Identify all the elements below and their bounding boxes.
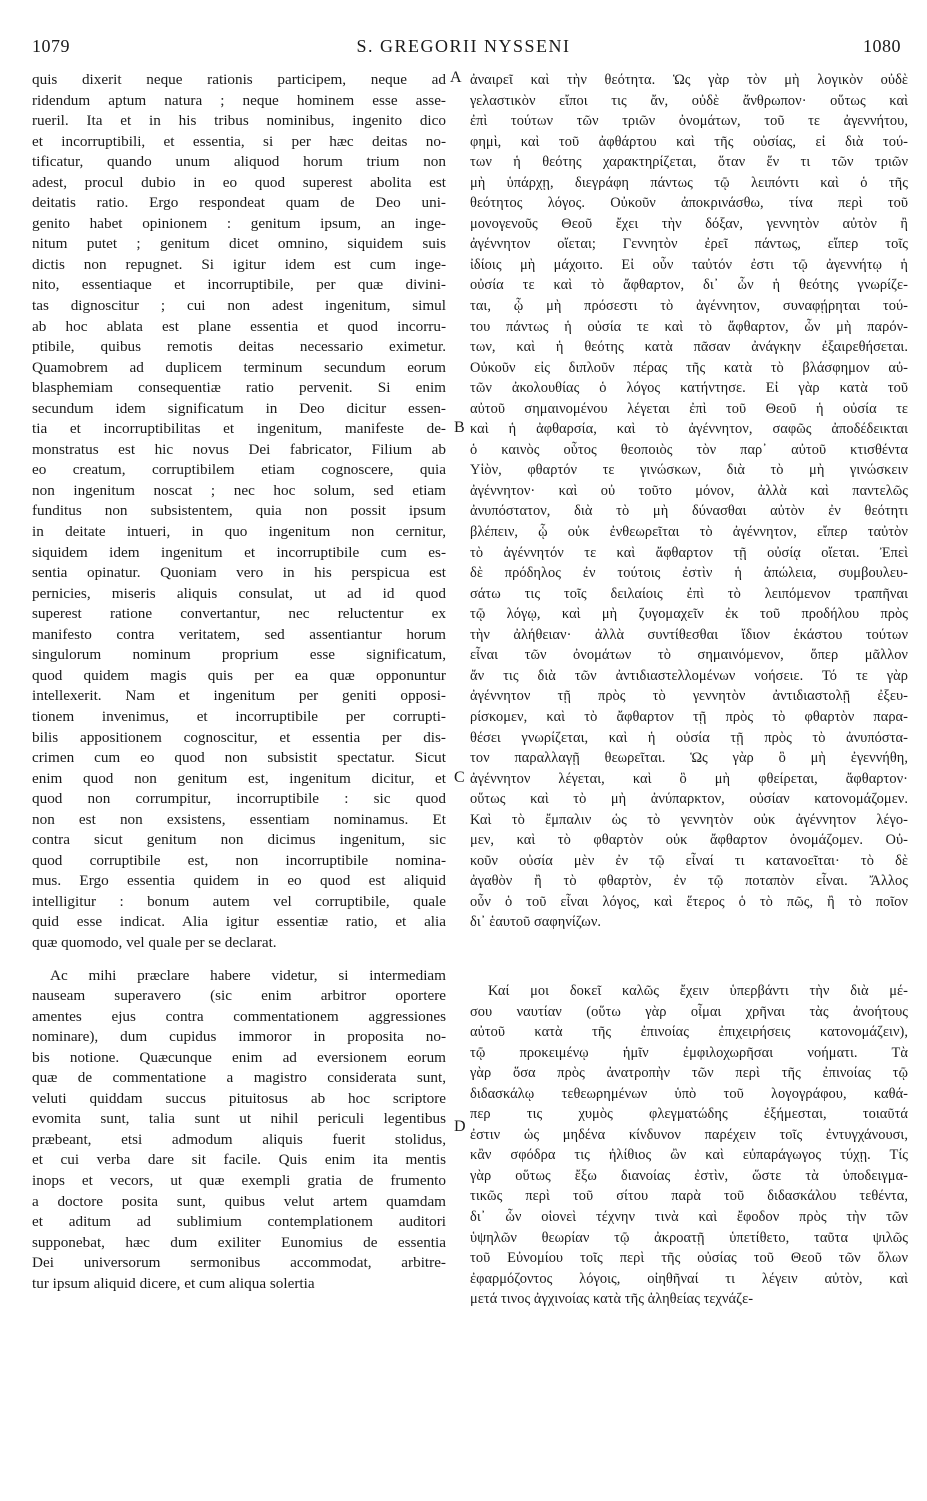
- latin-text-line: quod non corrumpitur, incorruptibile : sic quod: [32, 790, 446, 808]
- latin-text-line: ridendum aptum natura ; neque hominem esse asse-: [32, 91, 446, 109]
- latin-text-line: crimen cum eo quod non subsistit spectatur. Sicut: [32, 749, 446, 767]
- greek-text-line: οὕτως καὶ τὸ μὴ ἀνύπαρκτον, οὐσίαν κατονομάζομεν.: [470, 791, 908, 808]
- greek-text-line: ἄν τις διὰ τῶν ἀντιδιαστελλομένων νοήσειε. Τό τε γὰρ: [470, 667, 908, 684]
- greek-text-line: Καί μοι δοκεῖ καλῶς ἔχειν ὑπερβάντι τὴν διὰ μέ-: [488, 982, 908, 999]
- latin-text-line: quod corruptibile est, non incorruptibile nomina-: [32, 851, 446, 869]
- latin-paragraph-2: [32, 966, 446, 1295]
- latin-text-line: supponebat, hæc dum exiliter Eunomius de essentia: [32, 1233, 446, 1251]
- greek-text-line: μονογενοῦς Θεοῦ ἔχει τὴν δόξαν, γεννητὸν αὐτὸν ἢ: [470, 215, 908, 232]
- latin-text-line: tia et incorruptibilitas et ingenitum, manifeste de-: [32, 420, 446, 438]
- latin-text-line: tas dignoscitur ; cui non adest ingenitum, simul: [32, 297, 446, 315]
- latin-text-line: enim quod non genitum est, ingenitum dicitur, et: [32, 769, 446, 787]
- greek-text-line: βλέπειν, ᾧ οὐκ ἐνθεωρεῖται τὸ ἀγέννητον, εἴπερ ταὐτὸν: [470, 524, 908, 541]
- greek-text-line: οὐσία τε καὶ τὸ ἄφθαρτον, δι᾿ ὧν ἡ θεότης γνωρίζε-: [470, 277, 908, 294]
- greek-text-line: τὸ ἀγέννητόν τε καὶ ἄφθαρτον τῇ οὐσίᾳ οἴεται. Ἐπεὶ: [470, 544, 908, 561]
- latin-text-line: manifesto contra veritatem, sed assentiantur horum: [32, 625, 446, 643]
- greek-text-line: ται, ᾧ μὴ πρόσεστι τὸ ἀγέννητον, συναφῄρηται τού-: [470, 298, 908, 315]
- latin-text-line: intelligitur : bonum autem vel corruptibile, quale: [32, 892, 446, 910]
- greek-text-line: κοῦν οὐσία μὲν ἐν τῷ εἶναί τι κατανοεῖται· τὸ δὲ: [470, 852, 908, 869]
- greek-column: [470, 70, 908, 1310]
- greek-text-line: αὐτοῦ κατὰ τῆς ἐπινοίας ἐπιχειρήσεις κατονομάζειν),: [470, 1024, 908, 1041]
- greek-text-line: ἰδίοις μὴ μάχοιτο. Εἰ οὖν ταὐτόν ἐστι τῷ ἀγεννήτῳ ἡ: [470, 256, 908, 273]
- latin-text-line: quæ de commentatione a magistro considerata sunt,: [32, 1069, 446, 1087]
- latin-text-line: quæ quomodo, vel quale per se declarat.: [32, 933, 277, 951]
- latin-text-line: deitatis ratio. Ergo respondeat quam de Deo uni-: [32, 194, 446, 212]
- latin-text-line: tionem invenimus, et incorruptibile per corrupti-: [32, 707, 446, 725]
- latin-column: [32, 70, 446, 1294]
- latin-text-line: intellexerit. Nam et ingenitum per geniti opposi-: [32, 687, 446, 705]
- latin-text-line: monstratus est hic novus Dei fabricator, Filium ab: [32, 440, 446, 458]
- latin-text-line: nito, essentiaque et incorruptibile, per quæ divini-: [32, 276, 446, 294]
- latin-text-line: nitum putet ; genitum dicet omnino, siquidem suis: [32, 235, 446, 253]
- latin-text-line: amentes ejus contra commentationem aggressiones: [32, 1007, 446, 1025]
- greek-text-line: φημὶ, καὶ τοῦ ἀφθάρτου καὶ τῆς οὐσίας, εἰ διὰ τού-: [470, 133, 908, 150]
- latin-text-line: Ac mihi præclare habere videtur, si intermediam: [50, 966, 446, 984]
- greek-text-line: καὶ ἡ ἀφθαρσία, καὶ τὸ ἀγέννητον, σαφῶς ἀποδέδεικται: [470, 421, 908, 438]
- latin-text-line: blasphemiam consequentiæ ratio pervenit. Si enim: [32, 379, 446, 397]
- latin-text-line: Dei universorum sermonibus accommodat, arbitre-: [32, 1254, 446, 1272]
- latin-text-line: pernicies, miseris aliquis consulat, ut ad id quod: [32, 584, 446, 602]
- greek-text-line: θέσει γνωρίζεται, καὶ ἡ οὐσία τῇ πρὸς τὸ ἀνυπόστα-: [470, 729, 908, 746]
- greek-text-line: μεν, καὶ τὸ φθαρτὸν οὐκ ἄφθαρτον ὀνομάζομεν. Οὐ-: [470, 832, 908, 849]
- greek-text-line: εἶναι τῶν ὀνομάτων τὸ σημαινόμενον, ὅπερ μᾶλλον: [470, 647, 908, 664]
- greek-text-line: του πάντως ἡ οὐσία τε καὶ τὸ ἄφθαρτον, ὧν μὴ παρόν-: [470, 318, 908, 335]
- latin-text-line: tur ipsum aliquid dicere, et cum aliqua solertia: [32, 1274, 315, 1292]
- greek-text-line: Υἱὸν, φθαρτόν τε γινώσκων, διὰ τὸ μὴ γινώσκειν: [470, 462, 908, 479]
- greek-text-line: δὲ πρόδηλος ἐν τούτοις ἐστὶν ἡ ἀπώλεια, συμβουλευ-: [470, 565, 908, 582]
- latin-text-line: inops et vecors, ut quæ exempli gratia de frumento: [32, 1171, 446, 1189]
- latin-text-line: non est non exsistens, essentiam nominamus. Et: [32, 810, 446, 828]
- latin-text-line: bis notione. Quæcunque enim ad eversionem eorum: [32, 1048, 446, 1066]
- latin-text-line: secundum idem significatum in Deo dicitur essen-: [32, 399, 446, 417]
- latin-text-line: et aditum ad sublimium contemplationem auditori: [32, 1213, 446, 1231]
- greek-text-line: τῷ λόγῳ, καὶ μὴ ζυγομαχεῖν ἐκ τοῦ προδήλου πρὸς: [470, 606, 908, 623]
- latin-text-line: non ingenitum noscat ; nec hoc solum, sed etiam: [32, 481, 446, 499]
- running-title: S. GREGORII NYSSENI: [356, 36, 571, 56]
- latin-text-line: genito habet opinionem : genitum ipsum, an inge-: [32, 214, 446, 232]
- greek-text-line: ρίσκομεν, καὶ τὸ ἄφθαρτον τῇ πρὸς τὸ φθαρτὸν παρα-: [470, 708, 908, 725]
- latin-text-line: siquidem idem ingenitum et incorruptibile cum es-: [32, 543, 446, 561]
- latin-text-line: nominare), dum cupidus immoror in proposita no-: [32, 1028, 446, 1046]
- latin-paragraph-1: [32, 70, 446, 954]
- latin-text-line: quid esse indicat. Alia igitur essentiæ ratio, et alia: [32, 913, 446, 931]
- latin-text-line: bilis appositionem cognoscitur, et essentia per dis-: [32, 728, 446, 746]
- latin-text-line: sentia opinatur. Quoniam vero in his perspicua est: [32, 564, 446, 582]
- greek-text-line: τῶν ἀκολουθίας ὁ λόγος κατήντησε. Εἰ γὰρ κατὰ τοῦ: [470, 380, 908, 397]
- latin-text-line: adest, procul dubio in eo quod superest abolita est: [32, 173, 446, 191]
- latin-text-line: funditus non subsistentem, quia non possit ipsum: [32, 502, 446, 520]
- greek-text-line: τῷ προκειμένῳ ἡμῖν ἐμφιλοχωρῆσαι νοήματι. Τὰ: [470, 1044, 908, 1061]
- greek-text-line: των, καὶ ἡ θεότης κατὰ πᾶσαν ἀνάγκην ἐξαιρεθήσεται.: [470, 339, 908, 356]
- latin-text-line: quod quidem magis quis per ea quæ opponuntur: [32, 666, 446, 684]
- greek-text-line: γελαστικὸν εἴποι τις ἄν, οὐδὲ ἄνθρωπον· οὕτως καὶ: [470, 92, 908, 109]
- greek-text-line: δι᾿ ὧν οἱονεὶ τέχνην τινὰ καὶ ἔφοδον πρὸς τὴν τῶν: [470, 1208, 908, 1225]
- greek-text-line: μετά τινος ἀγχινοίας κατὰ τῆς ἀληθείας τεχνάζε-: [470, 1291, 754, 1308]
- latin-text-line: rueril. Ita et in his tribus nominibus, ingenito dico: [32, 112, 446, 130]
- latin-text-line: Quamobrem ad duplicem terminum secundum eorum: [32, 358, 446, 376]
- latin-text-line: veluti quiddam succus pituitosus ab hoc scriptore: [32, 1089, 446, 1107]
- greek-text-line: θεότητος λόγος. Οὐκοῦν ἀποκρινάσθω, τίνα περὶ τοῦ: [470, 195, 908, 212]
- latin-text-line: præbeant, etsi admodum aliquis fuerit stolidus,: [32, 1130, 446, 1148]
- greek-text-line: των ἡ θεότης χαρακτηρίζεται, ὅταν ἕν τι τῶν τριῶν: [470, 154, 908, 171]
- greek-text-line: τον παραλλαγῇ θεωρεῖται. Ὡς γὰρ ὃ μὴ ἐγεννήθη,: [470, 750, 908, 767]
- latin-text-line: nauseam superavero (sic enim arbitror oportere: [32, 987, 446, 1005]
- greek-text-line: ἀναιρεῖ καὶ τὴν θεότητα. Ὡς γὰρ τὸν μὴ λογικὸν οὐδὲ: [470, 72, 908, 88]
- latin-text-line: superest ratione convertantur, nec reluctentur ex: [32, 605, 446, 623]
- greek-text-line: ἐφαρμόζοντος λόγοις, οἰηθῆναί τι λέγειν αὐτὸν, καὶ: [470, 1270, 908, 1287]
- greek-text-line: τὴν ἀλήθειαν· ἀλλὰ συντίθεσθαι ἴδιον ἑκάστου τούτων: [470, 626, 908, 643]
- latin-text-line: singulorum nominum proprium esse significatum,: [32, 646, 446, 664]
- greek-text-line: ἀγέννητον λέγεται, καὶ ὃ μὴ φθείρεται, ἄφθαρτον·: [470, 770, 908, 787]
- latin-text-line: tificatur, quando unum aliquod horum trium non: [32, 153, 446, 171]
- greek-text-line: ἀγαθὸν ἢ τὸ φθαρτὸν, ἐν τῷ ποταπὸν εἶναι. Ἄλλος: [470, 873, 908, 890]
- greek-text-line: περ τις χυμὸς φλεγματώδης ἐξήμεσται, τοιαῦτά: [470, 1106, 908, 1123]
- greek-text-line: τικῶς περὶ τοῦ σίτου παρὰ τοῦ διδασκάλου τεθέντα,: [470, 1188, 908, 1205]
- greek-text-line: γὰρ οὕτως ἔξω διανοίας ἐστὶν, ὥστε τὰ ὑποδειγμα-: [470, 1167, 908, 1184]
- greek-text-line: Καὶ τὸ ἔμπαλιν ὡς τὸ γεννητὸν οὐκ ἀγέννητον λέγο-: [470, 811, 908, 828]
- greek-text-line: κἂν σφόδρα τις ἠλίθιος ὢν καὶ εὐπαράγωγος τύχῃ. Τίς: [470, 1147, 908, 1164]
- latin-text-line: ptibile, quibus remotis deitas necessario eximetur.: [32, 338, 446, 356]
- section-marker-d: D: [454, 1118, 466, 1135]
- greek-text-line: ἀγέννητον· καὶ οὐ τοῦτο μόνον, ἀλλὰ καὶ παντελῶς: [470, 482, 908, 499]
- greek-paragraph-2: [470, 981, 908, 1310]
- greek-text-line: τοῦ Εὐνομίου τοῖς περὶ τῆς οὐσίας τοῦ Θεοῦ τῶν ὅλων: [470, 1250, 908, 1267]
- greek-text-line: ἐστιν ὡς μηδένα κίνδυνον παρέχειν τοῖς ἐντυγχάνουσι,: [470, 1126, 908, 1143]
- greek-text-line: δι᾿ ἑαυτοῦ σαφηνίζων.: [470, 914, 602, 931]
- greek-text-line: σου ναυτίαν (οὕτω γὰρ οἶμαι χρῆναι τὰς ἀνοήτους: [470, 1003, 908, 1020]
- left-column-number: 1079: [32, 36, 70, 56]
- latin-text-line: contra sicut genitum non dicimus ingenitum, sic: [32, 831, 446, 849]
- greek-text-line: ἀγέννητον οἴεται; Γεννητὸν ἐρεῖ πάντως, εἴπερ τοῖς: [470, 236, 908, 253]
- greek-text-line: ἀγέννητον τῇ πρὸς τὸ γεννητὸν ἀντιδιαστολῇ ἐξευ-: [470, 688, 908, 705]
- greek-text-line: ὁ καινὸς οὗτος θεοποιὸς τὸν παρ᾿ αὐτοῦ κτισθέντα: [470, 441, 908, 458]
- latin-text-line: ab hoc ablata est plane essentia et quod incorru-: [32, 317, 446, 335]
- latin-text-line: evomita sunt, talia sunt ut nihil periculi legentibus: [32, 1110, 446, 1128]
- section-marker-a: A: [450, 69, 462, 86]
- latin-text-line: a doctore posita sunt, quibus velut artem quamdam: [32, 1192, 446, 1210]
- latin-text-line: eo creatum, corruptibilem etiam cognoscere, quia: [32, 461, 446, 479]
- latin-text-line: mus. Ergo essentia quidem in eo quod est aliquid: [32, 872, 446, 890]
- latin-text-line: et incorruptibili, et essentia, si per hæc deitas no-: [32, 132, 446, 150]
- greek-paragraph-1: [470, 70, 908, 933]
- greek-text-line: αὐτοῦ σημαινομένου λέγεται ἐπὶ τοῦ Θεοῦ ἡ οὐσία τε: [470, 400, 908, 417]
- greek-text-line: ὑψηλῶν θεωρίαν τῷ ἀκροατῇ ὑπετίθετο, ταῦτα ψιλῶς: [470, 1229, 908, 1246]
- latin-text-line: dictis non repugnet. Si igitur idem est cum inge-: [32, 255, 446, 273]
- greek-text-line: οὖν ὁ τοῦ εἶναι λόγος, καὶ ἕτερος ὁ τὸ πῶς, ἢ τὸ ποῖον: [470, 893, 908, 910]
- section-marker-c: C: [454, 769, 465, 786]
- right-column-number: 1080: [863, 36, 901, 56]
- greek-text-line: σάτω τις τοῖς δειλαίοις ἐπὶ τὸ λειπόμενον τραπῆναι: [470, 585, 908, 602]
- page-header: [0, 35, 927, 57]
- greek-text-line: Οὐκοῦν εἰς διπλοῦν πέρας τῆς κατὰ τὸ βλάσφημον αὐ-: [470, 359, 908, 376]
- latin-text-line: et cui verba dare sit facile. Quis enim ita mentis: [32, 1151, 446, 1169]
- latin-text-line: in deitate intueri, in quo ingenitum non cernitur,: [32, 523, 446, 541]
- greek-text-line: γὰρ ὅσα πρὸς ἀνατροπὴν τῶν περὶ τῆς ἐπινοίας τῷ: [470, 1065, 908, 1082]
- greek-text-line: διδασκάλῳ τεθεωρημένων ὑπὸ τοῦ λογογράφου, καθά-: [470, 1085, 908, 1102]
- greek-text-line: ἀνυπόστατον, διὰ τὸ μὴ δύνασθαι αὐτὸν ἐν θεότητι: [470, 503, 908, 520]
- latin-text-line: quis dixerit neque rationis participem, neque ad: [32, 71, 446, 88]
- greek-text-line: ἐπὶ τούτων τῶν τριῶν ὀνομάτων, τοῦ τε ἀγεννήτου,: [470, 113, 908, 130]
- greek-text-line: μὴ ὑπάρχῃ, διεγράφη πάντως τῷ λειπόντι καὶ ὁ τῆς: [470, 174, 908, 191]
- section-marker-b: B: [454, 419, 465, 436]
